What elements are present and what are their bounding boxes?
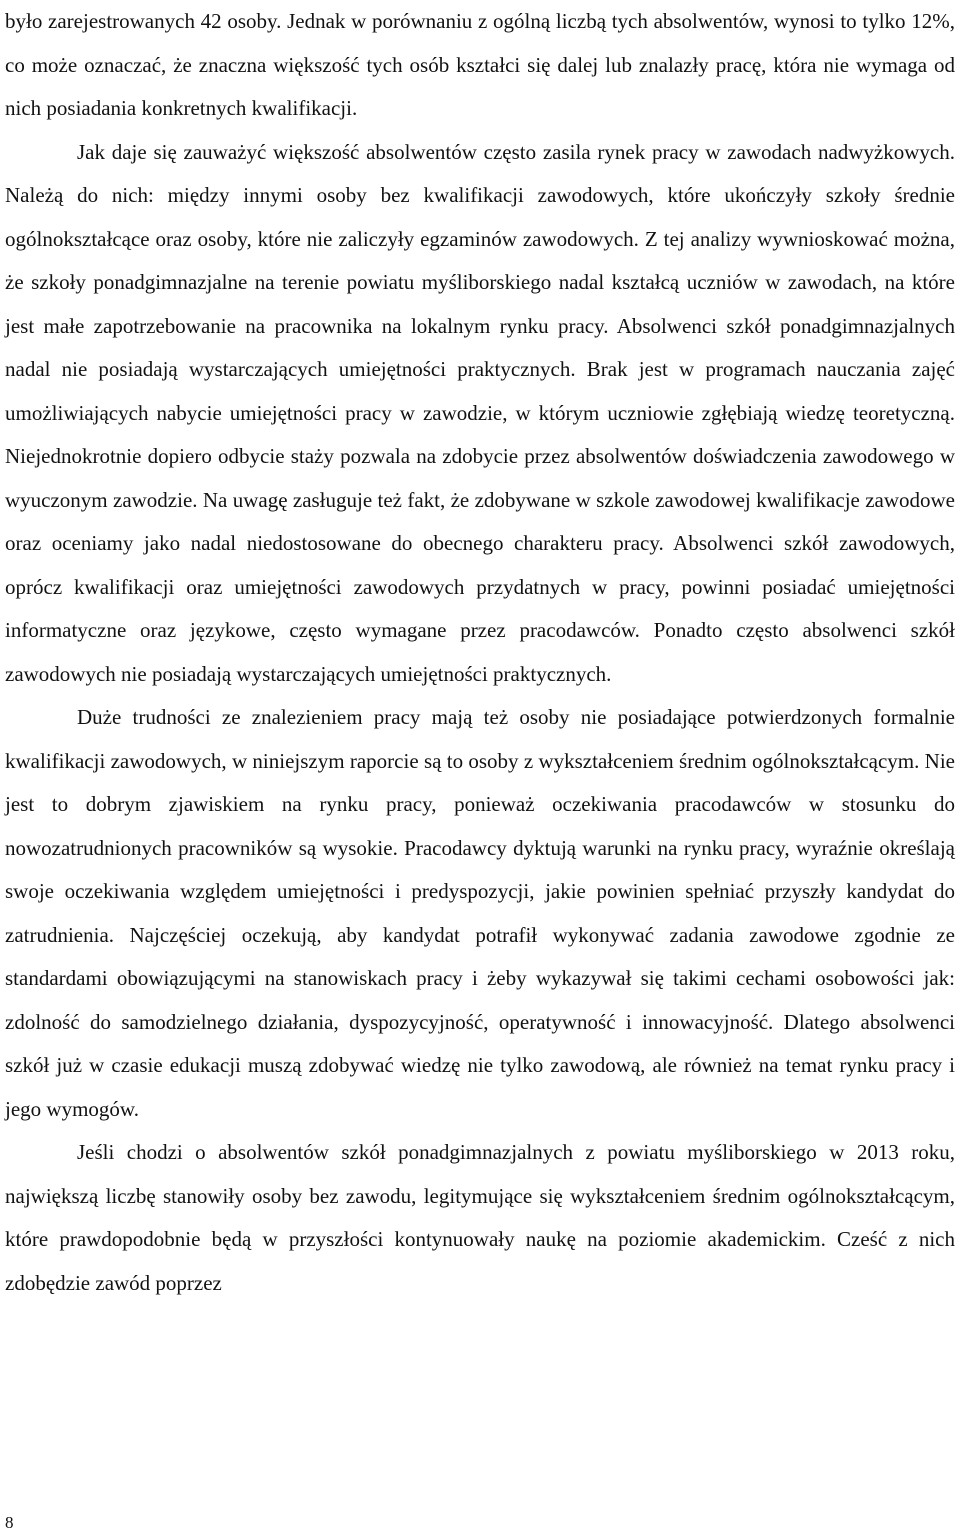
paragraph-continuation: było zarejestrowanych 42 osoby. Jednak w porównaniu z ogólną liczbą tych absolwentów, wynosi to tylko 12%, co może oznaczać, że znaczna większość tych osób kształci się dalej lub znalazły pracę, która nie wymaga od nich posiadania konkretnych kwalifikacji. — [5, 9, 955, 120]
body-text — [5, 0, 955, 1305]
page-number: 8 — [5, 1513, 14, 1532]
paragraph-graduates-2013: Jeśli chodzi o absolwentów szkół ponadgimnazjalnych z powiatu myśliborskiego w 2013 roku, największą liczbę stanowiły osoby bez zawodu, legitymujące się wykształceniem średnim ogólnokształcącym, które prawdopodobnie będą w przyszłości kontynuowały naukę na poziomie akademickim. Cześć z nich zdobędzie zawód poprzez — [5, 1140, 955, 1295]
paragraph-employment-difficulties: Duże trudności ze znalezieniem pracy mają też osoby nie posiadające potwierdzonych formalnie kwalifikacji zawodowych, w niniejszym raporcie są to osoby z wykształceniem średnim ogólnokształcącym. Nie jest to dobrym zjawiskiem na rynku pracy, ponieważ oczekiwania pracodawców w stosunku do nowozatrudnionych pracowników są wysokie. Pracodawcy dyktują warunki na rynku pracy, wyraźnie określają swoje oczekiwania względem umiejętności i predyspozycji, jakie powinien spełniać przyszły kandydat do zatrudnienia. Najczęściej oczekują, aby kandydat potrafił wykonywać zadania zawodowe zgodnie ze standardami obowiązującymi na stanowiskach pracy i żeby wykazywał się takimi cechami osobowości jak: zdolność do samodzielnego działania, dyspozycyjność, operatywność i innowacyjność. Dlatego absolwenci szkół już w czasie edukacji muszą zdobywać wiedzę nie tylko zawodową, ale również na temat rynku pracy i jego wymogów. — [5, 705, 955, 1121]
paragraph-surplus-occupations: Jak daje się zauważyć większość absolwentów często zasila rynek pracy w zawodach nadwyżkowych. Należą do nich: między innymi osoby bez kwalifikacji zawodowych, które ukończyły szkoły średnie ogólnokształcące oraz osoby, które nie zaliczyły egzaminów zawodowych. Z tej analizy wywnioskować można, że szkoły ponadgimnazjalne na terenie powiatu myśliborskiego nadal kształcą uczniów w zawodach, na które jest małe zapotrzebowanie na pracownika na lokalnym rynku pracy. Absolwenci szkół ponadgimnazjalnych nadal nie posiadają wystarczających umiejętności praktycznych. Brak jest w programach nauczania zajęć umożliwiających nabycie umiejętności pracy w zawodzie, w którym uczniowie zgłębiają wiedzę teoretyczną. Niejednokrotnie dopiero odbycie staży pozwala na zdobycie przez absolwentów doświadczenia zawodowego w wyuczonym zawodzie. Na uwagę zasługuje też fakt, że zdobywane w szkole zawodowej kwalifikacje zawodowe oraz oceniamy jako nadal niedostosowane do obecnego charakteru pracy. Absolwenci szkół zawodowych, oprócz kwalifikacji oraz umiejętności zawodowych przydatnych w pracy, powinni posiadać umiejętności informatyczne oraz językowe, często wymagane przez pracodawców. Ponadto często absolwenci szkół zawodowych nie posiadają wystarczających umiejętności praktycznych. — [5, 139, 955, 686]
